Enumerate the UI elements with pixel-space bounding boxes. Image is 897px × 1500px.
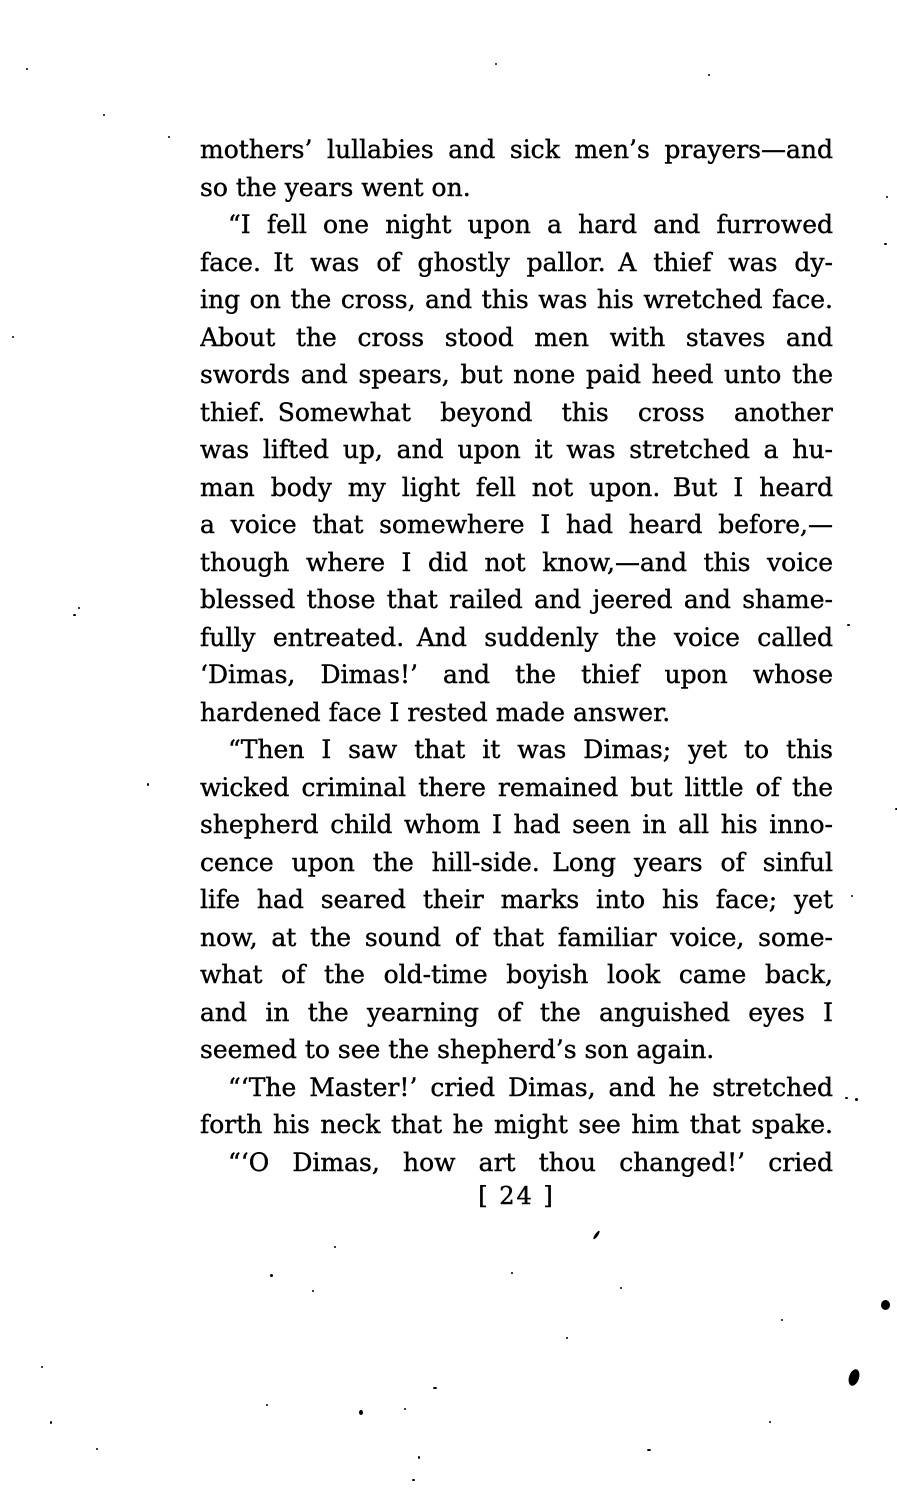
ink-speck	[851, 895, 853, 897]
ink-speck	[78, 607, 80, 609]
ink-speck	[41, 1366, 43, 1368]
ink-speck	[12, 336, 14, 338]
text-line: so the years went on.	[200, 172, 471, 202]
ink-speck	[312, 1290, 314, 1292]
text-line: “I fell one night upon a hard and furrowed	[228, 210, 833, 239]
ink-speck	[855, 1098, 858, 1101]
ink-speck	[433, 1387, 437, 1389]
ink-speck	[73, 614, 76, 616]
body-text-block	[200, 131, 833, 1181]
ink-speck	[495, 63, 497, 65]
ink-speck	[847, 1368, 862, 1387]
text-line: hardened face I rested made answer.	[200, 697, 671, 727]
ink-speck	[96, 1448, 98, 1450]
ink-speck	[566, 1337, 568, 1339]
text-line: though where I did not know,—and this voice	[200, 547, 833, 577]
text-line: cence upon the hill-side. Long years of sinful	[200, 847, 833, 877]
ink-speck	[334, 1246, 336, 1248]
ink-speck	[26, 68, 28, 70]
text-line: “‘O Dimas, how art thou changed!’ cried	[228, 1147, 833, 1177]
ink-speck	[404, 1408, 406, 1410]
ink-speck	[845, 1097, 848, 1099]
text-line: and in the yearning of the anguished eyes I	[200, 997, 833, 1027]
ink-speck	[103, 114, 105, 116]
text-line: shepherd child whom I had seen in all his inno-	[200, 810, 833, 839]
text-line: thief. Somewhat beyond this cross another	[200, 397, 833, 427]
text-line: About the cross stood men with staves and	[200, 322, 833, 352]
text-line: swords and spears, but none paid heed unto the	[200, 360, 833, 389]
ink-speck	[270, 1274, 273, 1277]
ink-speck	[647, 1449, 651, 1451]
ink-speck	[847, 624, 850, 626]
ink-speck	[511, 1272, 513, 1274]
text-line: mothers’ lullabies and sick men’s prayers—and	[200, 135, 833, 164]
text-line: fully entreated. And suddenly the voice called	[200, 622, 833, 652]
text-line: what of the old-time boyish look came back,	[200, 960, 833, 989]
text-line: “‘The Master!’ cried Dimas, and he stretched	[228, 1072, 833, 1102]
ink-speck	[620, 1287, 622, 1289]
ink-speck	[412, 1479, 415, 1481]
ink-speck	[418, 1456, 420, 1459]
text-line: seemed to see the shepherd’s son again.	[200, 1035, 715, 1064]
ink-speck	[266, 1404, 268, 1406]
ink-speck	[708, 74, 710, 76]
ink-speck	[781, 1319, 783, 1321]
text-line: blessed those that railed and jeered and shame-	[200, 585, 833, 614]
page-number: [ 24 ]	[478, 1182, 555, 1210]
ink-speck	[886, 196, 888, 198]
ink-speck	[884, 243, 887, 245]
ink-speck	[592, 1230, 600, 1240]
ink-speck	[50, 1421, 52, 1424]
text-line: “Then I saw that it was Dimas; yet to this	[228, 735, 833, 764]
text-line: ‘Dimas, Dimas!’ and the thief upon whose	[200, 660, 833, 689]
text-line: was lifted up, and upon it was stretched a hu-	[200, 435, 833, 464]
text-line: ing on the cross, and this was his wretched face.	[200, 285, 833, 314]
ink-speck	[881, 1300, 890, 1310]
ink-speck	[147, 783, 149, 786]
ink-speck	[769, 1421, 771, 1423]
text-line: a voice that somewhere I had heard before,—	[200, 510, 833, 539]
ink-speck	[359, 1410, 363, 1415]
text-line: life had seared their marks into his face; yet	[200, 885, 833, 914]
text-line: man body my light fell not upon. But I heard	[200, 472, 833, 502]
text-line: now, at the sound of that familiar voice, some-	[200, 922, 833, 952]
ink-speck	[168, 136, 170, 138]
text-line: wicked criminal there remained but little of the	[200, 772, 833, 802]
text-line: forth his neck that he might see him that spake.	[200, 1110, 833, 1139]
text-line: face. It was of ghostly pallor. A thief was dy-	[200, 247, 833, 277]
